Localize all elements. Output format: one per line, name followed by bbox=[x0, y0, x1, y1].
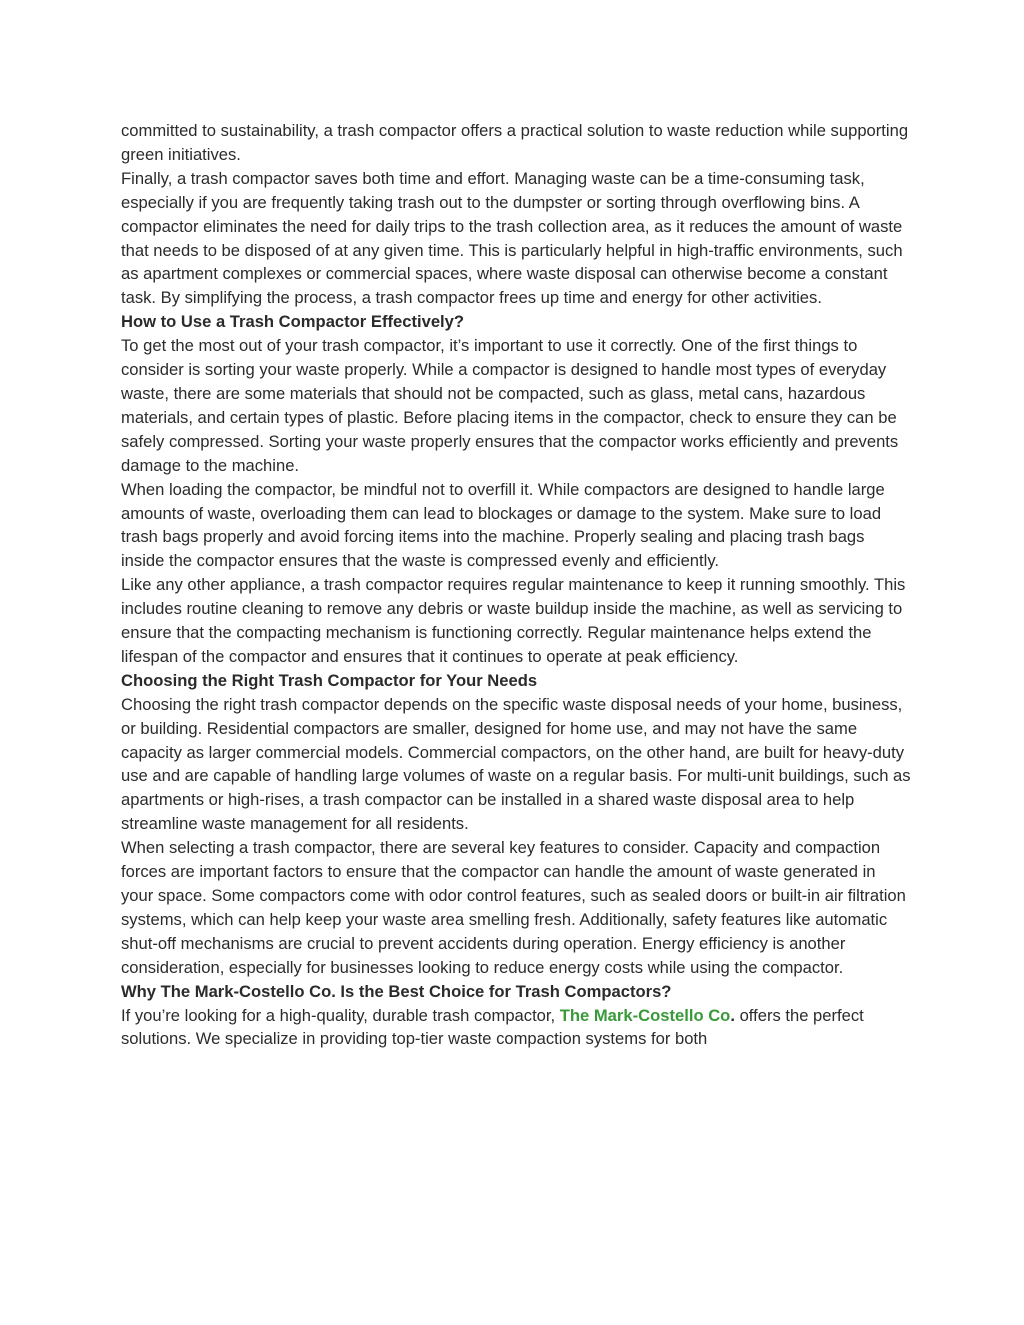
paragraph-use-2: When loading the compactor, be mindful not to overfill it. While compactors are designed to handle large amounts of waste, overloading them can lead to blockages or damage to the system. Make sure to load trash bags properly and avoid forcing items into the machine. Properly sealing and placing trash bags inside the compactor ensures that the waste is compressed evenly and efficiently. bbox=[121, 479, 885, 571]
paragraph-intro-2: Finally, a trash compactor saves both time and effort. Managing waste can be a time-consuming task, especially if you are frequently taking trash out to the dumpster or sorting through overflowing bins. A compactor eliminates the need for daily trips to the trash collection area, as it reduces the amount of waste that needs to be disposed of at any given time. This is particularly helpful in high-traffic environments, such as apartment complexes or commercial spaces, where waste disposal can otherwise become a constant task. By simplifying the process, a trash compactor frees up time and energy for other activities. bbox=[121, 168, 903, 308]
paragraph-choose-2: When selecting a trash compactor, there are several key features to consider. Capacity and compaction forces are important factors to ensure that the compactor can handle the amount of waste generated in your space. Some compactors come with odor control features, such as sealed doors or built-in air filtration systems, which can help keep your waste area smelling fresh. Additionally, safety features like automatic shut-off mechanisms are crucial to prevent accidents during operation. Energy efficiency is another consideration, especially for businesses looking to reduce energy costs while using the compactor. bbox=[121, 838, 906, 977]
paragraph-intro-1: committed to sustainability, a trash compactor offers a practical solution to waste reduction while supporting green initiatives. bbox=[121, 121, 909, 164]
paragraph-use-3: Like any other appliance, a trash compactor requires regular maintenance to keep it running smoothly. This includes routine cleaning to remove any debris or waste buildup inside the machine, as well as servicing to ensure that the compacting mechanism is functioning correctly. Regular maintenance helps extend the lifespan of the compactor and ensures that it continues to operate at peak efficiency. bbox=[121, 575, 906, 666]
why-text-after-link: offers the perfect solutions. We specialize in providing top-tier waste compaction systems for both bbox=[121, 1005, 864, 1049]
why-text-before-link: If you’re looking for a high-quality, durable trash compactor, bbox=[121, 1005, 560, 1025]
why-text-dot: . bbox=[730, 1005, 735, 1025]
heading-choosing: Choosing the Right Trash Compactor for Your Needs bbox=[121, 670, 538, 690]
paragraph-use-1: To get the most out of your trash compactor, it’s important to use it correctly. One of the first things to consider is sorting your waste properly. While a compactor is designed to handle most types of everyday waste, there are some materials that should not be compacted, such as glass, metal cans, hazardous materials, and certain types of plastic. Before placing items in the compactor, check to ensure they can be safely compressed. Sorting your waste properly ensures that the compactor works efficiently and prevents damage to the machine. bbox=[121, 336, 899, 475]
paragraph-why bbox=[121, 1004, 911, 1052]
heading-why-mark-costello: Why The Mark-Costello Co. Is the Best Choice for Trash Compactors? bbox=[121, 981, 672, 1001]
document-page bbox=[121, 119, 911, 1051]
paragraph-choose-1: Choosing the right trash compactor depends on the specific waste disposal needs of your home, business, or building. Residential compactors are smaller, designed for home use, and may not have the same capacity as larger commercial models. Commercial compactors, on the other hand, are built for heavy-duty use and are capable of handling large volumes of waste on a regular basis. For multi-unit buildings, such as apartments or high-rises, a trash compactor can be installed in a shared waste disposal area to help streamline waste management for all residents. bbox=[121, 694, 911, 834]
mark-costello-link[interactable]: The Mark-Costello Co bbox=[559, 1005, 731, 1025]
heading-how-to-use: How to Use a Trash Compactor Effectively? bbox=[121, 312, 465, 332]
